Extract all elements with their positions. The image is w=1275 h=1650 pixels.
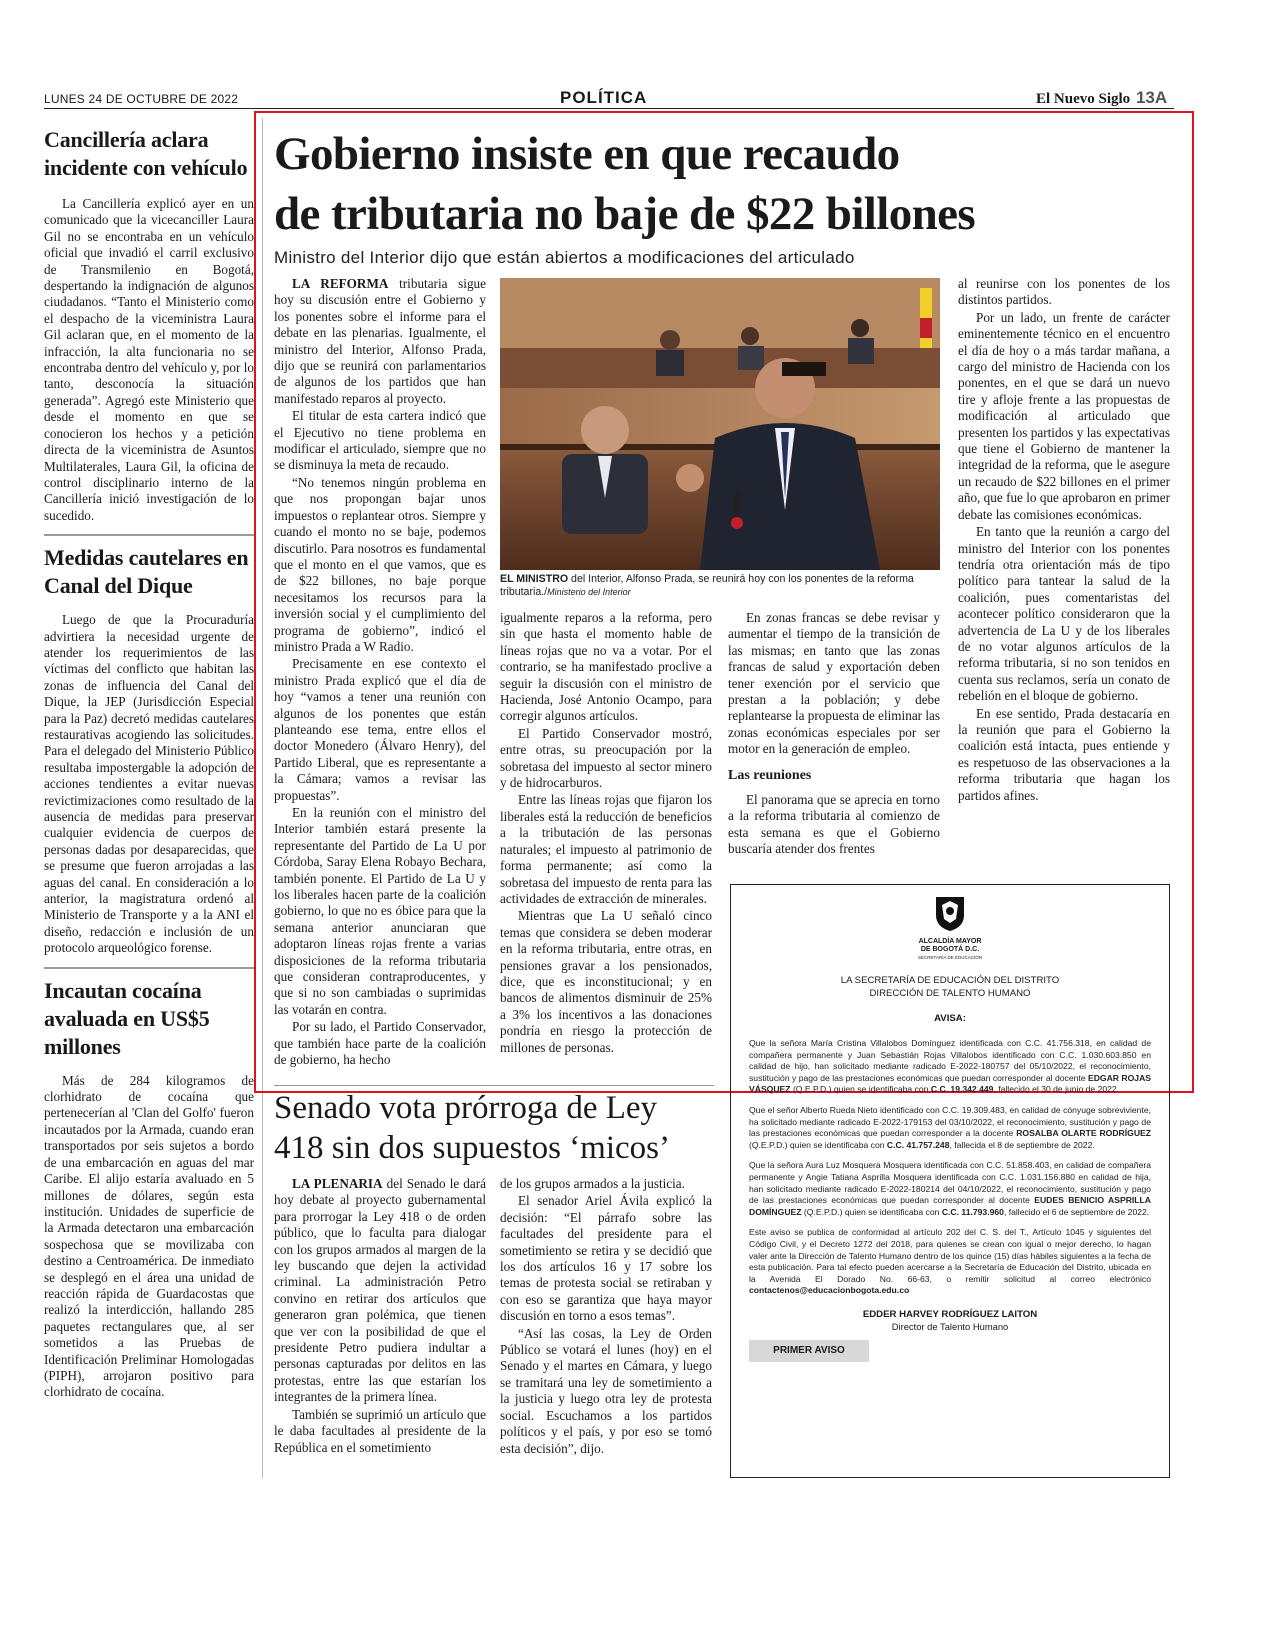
paragraph-text: tributaria sigue hoy su discusión entre el Gobierno y los ponentes sobre el informe para el debate en las plenarias. Igualmente, el ministro del Interior, Alfonso Prada, dijo que se reunirá con parlamentarios de algunos de los partidos que han manifestado reparos al proyecto.: [274, 276, 486, 406]
notice-paragraph: [749, 1105, 1151, 1151]
paragraph: “Así las cosas, la Ley de Orden Público se votará el lunes (hoy) en el Senado y el martes en Cámara, y luego se tramitará una ley de sometimiento a la justicia y luego otra ley de protesta social. Escuchamos a los partidos políticos y el país, y por eso se tomó esta decisión”, dijo.: [500, 1325, 712, 1456]
notice-text: Que la señora María Cristina Villalobos Domínguez identificada con C.C. 41.756.318, en calidad de compañera permanente y Juan Sebastián Rojas Villalobos identificado con C.C. 1.030.603.850 en calidad de hijo, han solicitado mediante radicado E-2022-180757 del 05/10/2022, el reconocimiento, sustitución y pago de las prestaciones económicas que puedan corresponder al docente: [749, 1038, 1151, 1083]
deceased-name: EDGAR ROJAS VÁSQUEZ: [749, 1072, 1152, 1095]
second-headline-line-2: 418 sin dos supuestos ‘micos’: [274, 1130, 670, 1166]
paragraph-text: del Senado le dará hoy debate al proyecto gubernamental para prorrogar la Ley 418 o de orden público, que lo faculta para dialogar con los grupos armados al margen de la ley buscando que dejen la actividad criminal. La administración Petro convino en retirar dos artículos que generaron gran polémica, que tienen que ver con la posibilidad de que el presidente Petro pudiera indultar a personas capturadas por delitos en las protestas, entre las que estarían los integrantes de la primera línea.: [274, 1176, 486, 1405]
notice-text: , fallecido el 6 de septiembre de 2022.: [1003, 1206, 1150, 1217]
paragraph: En la reunión con el ministro del Interior también estará presente la representante del Partido de La U por Córdoba, Saray Elena Robayo Bechara, también ponente. El Partido de La U y los liberales hacen parte de la coalición gobierno, lo que no es óbice para que la semana anterior anunciaran que adoptaron líneas rojas frente a varias disposiciones de la reforma tributaria que consideran contraproducentes, y que si no son cambiadas o suprimidas las votarán en contra.: [274, 805, 486, 1017]
caption-text: del Interior, Alfonso Prada, se reunirá hoy con los ponentes de la reforma tributaria./: [500, 573, 914, 598]
notice-text: (Q.E.P.D.) quien se identificaba con: [803, 1206, 940, 1217]
notice-text: , fallecido el 30 de junio de 2022.: [993, 1084, 1120, 1095]
masthead: [1036, 88, 1167, 108]
paragraph: El panorama que se aprecia en torno a la reforma tributaria al comienzo de esta semana es que el Gobierno buscaría atender dos frentes: [728, 792, 940, 857]
paragraph: de los grupos armados a la justicia.: [500, 1176, 685, 1191]
lead-word: LA PLENARIA: [292, 1176, 383, 1191]
notice-body: [749, 1038, 1151, 1297]
notice-avisa: AVISA:: [934, 1013, 966, 1024]
notice-text: , fallecida el 8 de septiembre de 2022.: [949, 1139, 1095, 1150]
paragraph: En zonas francas se debe revisar y aumentar el tiempo de la transición de las mismas; en tanto que las zonas francas de salud y exportación deben tener exención por el servicio que prestan a la población; y debe replantearse la propuesta de eliminar las zonas económicas especiales por ser motor en la generación de empleo.: [728, 610, 941, 757]
paragraph: Más de 284 kilogramos de clorhidrato de cocaína que pertenecerían al 'Clan del Golfo' fueron incautados por la Armada, cuando eran transportados por seis sujetos a bordo de una embarcación en aguas del mar Caribe. El alijo estaría avaluado en 5 millones de dólares, según esta institución. Unidades de superficie de la Armada detectaron una embarcación sospechosa que se movilizaba con destino a Centroamérica. De inmediato se desplegó en el área una unidad de reacción rápida de Guardacostas que realizó la interdicción, hallando 285 paquetes rectangulares que, al ser sometidos a las Pruebas de Identificación Preliminar Homologadas (PIPH), arrojaron positivo para clorhidrato de cocaína.: [44, 1072, 254, 1400]
sidebar-story-3-headline: Incautan cocaína avaluada en US$5 millones: [44, 977, 210, 1059]
subheading: Las reuniones: [728, 767, 812, 783]
sidebar-story-1-body: [44, 196, 254, 524]
paragraph: También se suprimió un artículo que le daba facultades al presidente de la República en el sometimiento: [274, 1406, 486, 1455]
header-rule: [44, 108, 1174, 109]
paragraph: En ese sentido, Prada destacaría en la reunión que para el Gobierno la coalición está intacta, pues entiende y es respetuoso de las observaciones a la reforma tributaria que hagan los partidos afines.: [958, 705, 1170, 803]
seal-line-3: SECRETARÍA DE EDUCACIÓN: [918, 955, 982, 960]
second-column-2: [500, 1176, 712, 1457]
main-headline-line-1: Gobierno insiste en que recaudo: [274, 128, 900, 180]
second-column-1: [274, 1176, 486, 1456]
sidebar: [44, 126, 254, 1401]
deceased-name: EUDES BENICIO ASPRILLA DOMÍNGUEZ: [749, 1195, 1152, 1217]
lead-word: LA REFORMA: [292, 276, 389, 291]
seal: [749, 893, 1151, 961]
notice-paragraph: [749, 1160, 1151, 1218]
notice-org: LA SECRETARÍA DE EDUCACIÓN DEL DISTRITO: [840, 975, 1060, 986]
second-headline-line-1: Senado vota prórroga de Ley: [274, 1090, 658, 1126]
paragraph: [274, 1176, 486, 1406]
id-number: C.C. 11.793.960: [941, 1206, 1004, 1217]
main-headline-line-2: de tributaria no baje de $22 billones: [274, 188, 976, 240]
second-headline: [274, 1088, 714, 1168]
notice-text: (Q.E.P.D.) quien se identificaba con: [792, 1084, 929, 1095]
deceased-name: ROSALBA OLARTE RODRÍGUEZ: [1016, 1128, 1152, 1139]
paragraph: Entre las líneas rojas que fijaron los liberales está la reducción de beneficios a la tributación de las personas naturales; el impuesto al patrimonio de forma permanente; así como la sobretasa del impuesto de renta para las actividades de extracción de minerales.: [500, 792, 712, 906]
section-title: POLÍTICA: [560, 88, 648, 107]
paragraph: El Partido Conservador mostró, entre otras, su preocupación por la sobretasa del impuesto al sector minero y de hidrocarburos.: [500, 725, 712, 791]
paragraph: “No tenemos ningún problema en que nos propongan bajar unos impuestos o replantear otros. Siempre y cuando el monto no se baje, podemos discutirlo. Para nosotros es fundamental que el monto en el que vamos, que es de $22 billones, no baje porque necesitamos los recursos para la inversión social y el cumplimiento del programa de gobierno”, indicó el ministro Prada a W Radio.: [274, 474, 486, 654]
signer-name: EDDER HARVEY RODRÍGUEZ LAITON: [862, 1308, 1038, 1320]
sidebar-story-2-body: [44, 612, 254, 957]
paragraph: Por su lado, el Partido Conservador, que también hace parte de la coalición de gobierno, ha hecho: [274, 1019, 486, 1068]
contact-email: contactenos@educacionbogota.edu.co: [749, 1285, 910, 1296]
notice-paragraph: [749, 1038, 1151, 1096]
caption-lead: EL MINISTRO: [500, 573, 569, 585]
main-subhead: Ministro del Interior dijo que están abiertos a modificaciones del articulado: [274, 248, 855, 267]
id-number: C.C. 41.757.248: [886, 1139, 950, 1150]
paper-name: El Nuevo Siglo: [1036, 91, 1131, 107]
seal-line-1: ALCALDÍA MAYOR: [918, 938, 982, 945]
paragraph: Precisamente en ese contexto el ministro Prada explicó que el día de hoy “vamos a tener una reunión con algunos de los ponentes que están planteando ese tema, entre ellos el doctor Monedero (Álvaro Henry), del Partido Liberal, que es representante a la Cámara; vamos a revisar las propuestas”.: [274, 656, 486, 803]
divider: [44, 967, 254, 969]
sidebar-story-2-headline: Medidas cautelares en Canal del Dique: [44, 545, 249, 599]
notice-text: Que la señora Aura Luz Mosquera Mosquera identificada con C.C. 51.858.403, en calidad de compañera permanente y Angie Tatiana Asprilla Mosquera identificada con C.C. 1.031.156.880 en calidad de hija, han solicitado mediante radicado E-2022-180214 del 04/10/2022, el reconocimiento, sustitución y pago de las prestaciones económicas que puedan corresponder al docente: [749, 1160, 1151, 1206]
paragraph: Luego de que la Procuraduría advirtiera la necesidad urgente de atender los requerimientos de las víctimas del conflicto que habitan las zonas de influencia del Canal del Dique, la JEP (Jurisdicción Especial para la Paz) decretó medidas cautelares restaurativas acogiendo las solicitudes. Para el delegado del Ministerio Público resultaba impostergable la adopción de acciones tendientes a evitar nuevas revictimizaciones como resultado de la ausencia de medidas para preservar cualquier evidencia de cuerpos de personas dadas por desaparecidas, que se presume que fueron arrojadas a las aguas del canal. En consideración a lo anterior, la magistratura ordenó al Ministerio de Transporte y a la ANI el diseño, redacción e inclusión de un protocolo arqueológico forense.: [44, 612, 254, 956]
notice-text: Que el señor Alberto Rueda Nieto identificado con C.C. 19.309.483, en calidad de cónyuge sobreviviente, ha solicitado mediante radicado E-2022-179153 del 03/10/2022, el reconocimiento, sustitución y pago de las prestaciones económicas que puedan corresponder a la docente: [749, 1104, 1151, 1139]
sidebar-story-1-headline: Cancillería aclara incidente con vehículo: [44, 127, 248, 180]
legal-notice: [730, 884, 1170, 1478]
paragraph: igualmente reparos a la reforma, pero sin que hasta el momento hable de líneas rojas que no va a votar. Por el contrario, se ha manifestado proclive a seguir la discusión con el ministro de Hacienda, José Antonio Ocampo, para corregir algunos artículos.: [500, 610, 712, 724]
notice-paragraph: [749, 1227, 1151, 1297]
paragraph: La Cancillería explicó ayer en un comunicado que la vicecanciller Laura Gil no se encontraba en un vehículo oficial que invadió el carril exclusivo de Transmilenio en Bogotá, despertando la indignación de algunos ciudadanos. “Tanto el Ministerio como el despacho de la viceministra Laura Gil aclaran que, en el momento de la infracción, la alta funcionaria no se encontraba dentro del vehículo y, por lo tanto, desconocía la situación generada”. Agregó este Ministerio que desde el momento en que se conocieron los hechos y a petición directa de la viceministra de Asuntos Multilaterales, Laura Gil, la oficina de control disciplinario interno de la Cancillería inició investigación de lo sucedido.: [44, 196, 254, 523]
seal-line-2: DE BOGOTÁ D.C.: [920, 946, 980, 953]
paragraph: En tanto que la reunión a cargo del ministro del Interior con los ponentes tendría otra orientación más de tipo político para tantear la salud de la coalición, pues comentaristas del acontecer político consideraron que la advertencia de La U y de los liberales de no votar algunos artículos de la reforma tributaria, si no son tenidos en cuenta sus reclamos, sería un conato de rebelión en el bloque de gobierno.: [958, 524, 1170, 704]
paragraph: Por un lado, un frente de carácter eminentemente técnico en el encuentro el día de hoy o a más tardar mañana, a cargo del ministro de Hacienda con los ponentes, en el que se dará un nuevo tire y afloje frente a las propuestas de modificación al articulado que presenten los partidos y las expectativas que tiene el Gobierno de mantener la integridad de la reforma, que le asegure un recaudo de $22 billones en el primer año, que fue lo que aprobaron en primer debate las comisiones económicas.: [958, 309, 1170, 522]
paragraph: El titular de esta cartera indicó que el Ejecutivo no tiene problema en modificar el articulado, siempre que no se disminuya la meta de recaudo.: [274, 408, 486, 473]
divider: [44, 534, 254, 536]
signer-title: Director de Talento Humano: [891, 1320, 1009, 1332]
first-notice-badge: PRIMER AVISO: [749, 1340, 869, 1362]
sidebar-story-3-body: [44, 1073, 254, 1401]
notice-dept: DIRECCIÓN DE TALENTO HUMANO: [869, 988, 1031, 999]
notice-text: (Q.E.P.D.) quien se identificaba con: [749, 1139, 885, 1150]
header-date: LUNES 24 DE OCTUBRE DE 2022: [44, 92, 239, 106]
id-number: C.C. 19.342.449: [930, 1084, 994, 1095]
photo-credit: Ministerio del Interior: [547, 587, 631, 597]
notice-text: Este aviso se publica de conformidad al artículo 202 del C. S. del T., Artículo 1045 y siguientes del Código Civil, y el Decreto 1272 del 2018, para quienes se crean con igual o mejor derecho, lo hagan valer ante la Dirección de Talento Humano dentro de los quince (15) días hábiles siguientes a la fecha de esta publicación. Para tal efecto pueden acercarse a la Secretaría de Educación del Distrito, ubicada en la Avenida El Dorado No. 66-63, o remitir solicitud al correo electrónico: [749, 1227, 1151, 1284]
paragraph: al reunirse con los ponentes de los distintos partidos.: [958, 276, 1170, 308]
bogota-shield-icon: [932, 893, 968, 933]
paragraph: El senador Ariel Ávila explicó la decisión: “El párrafo sobre las facultades del presidente para el sometimiento se retira y se decidió que los dos artículos 16 y 17 sobre los temas de protesta social se retiraban y con eso se garantiza que haya mayor discusión en torno a esos temas”.: [500, 1193, 712, 1324]
page-number: 13A: [1135, 88, 1168, 107]
paragraph: Mientras que La U señaló cinco temas que considera se deben moderar en la reforma tributaria, entre otras, en pensiones gravar a los pensionados, dice, que es inconstitucional; y en bancos de alimentos disminuir de 25% a 3% los incentivos a las donaciones pondría en riesgo la protección de millones de personas.: [500, 908, 712, 1055]
